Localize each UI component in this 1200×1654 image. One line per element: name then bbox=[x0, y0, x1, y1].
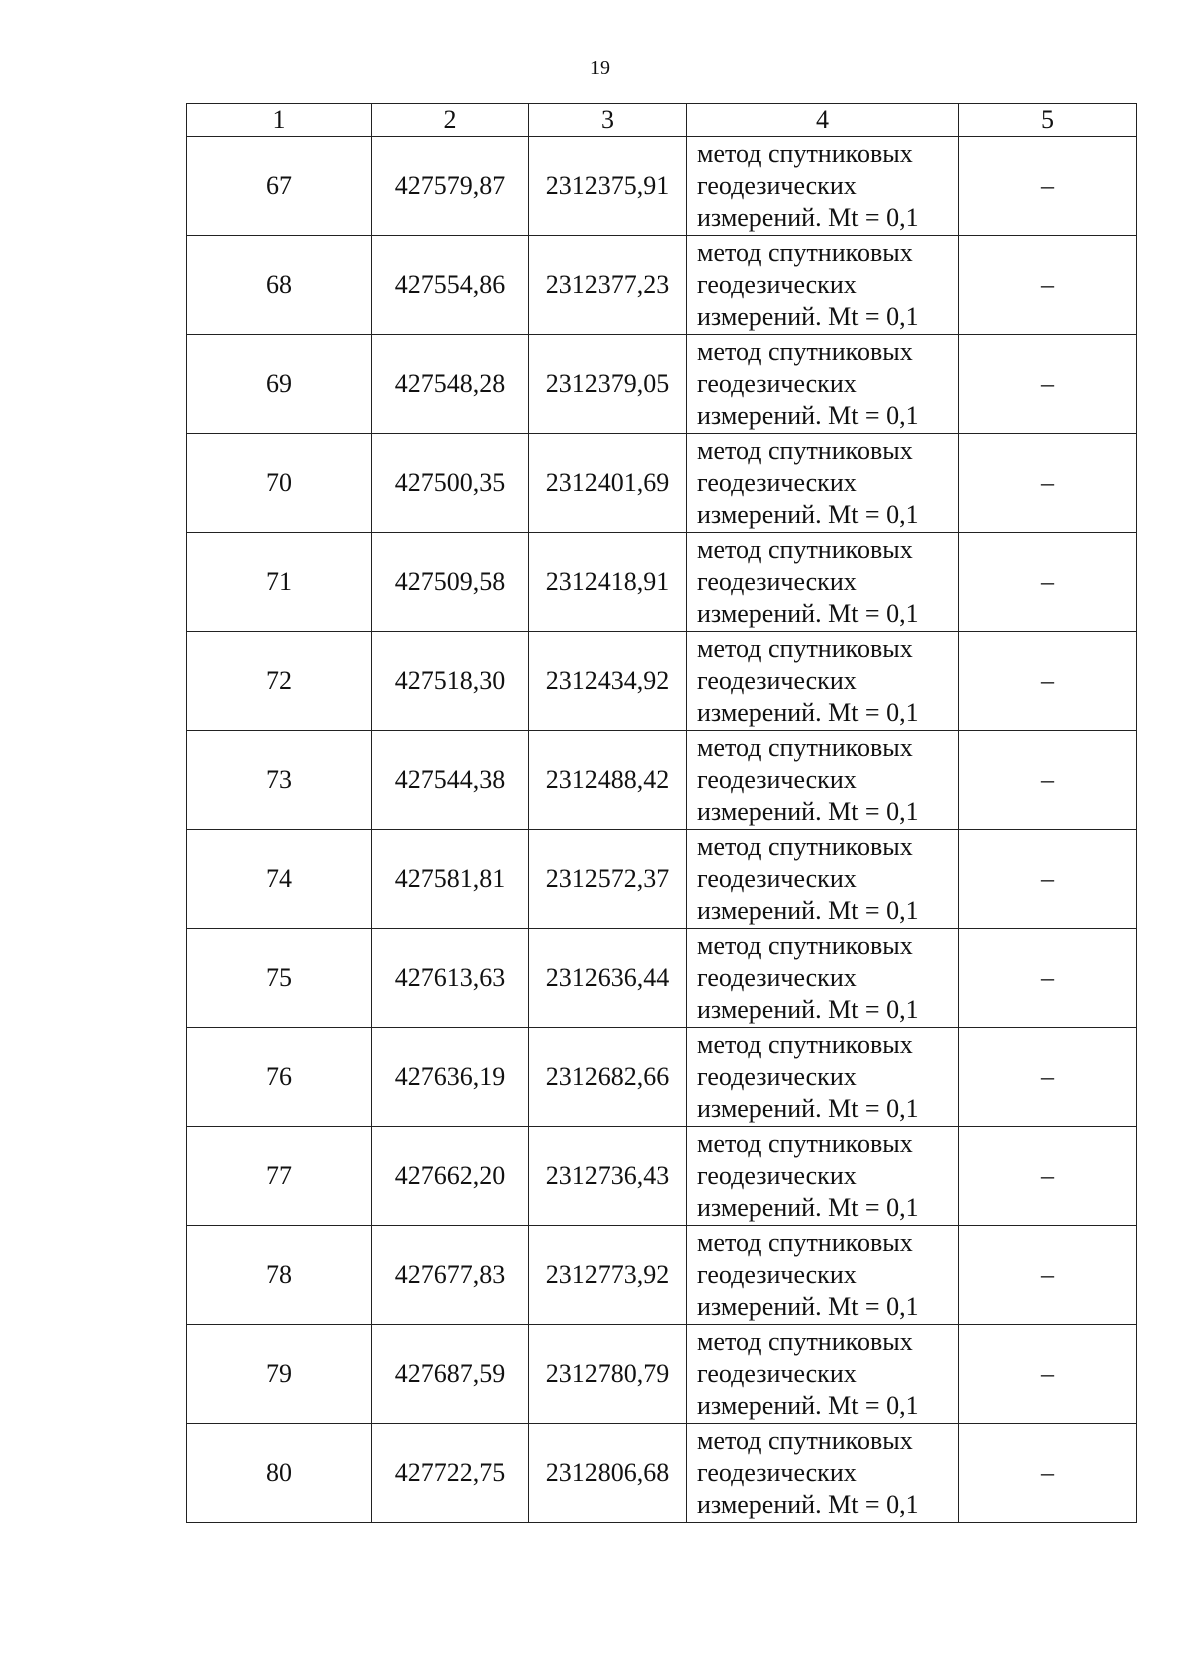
table-row bbox=[187, 731, 1137, 830]
method-cell bbox=[687, 137, 959, 236]
method-text-line: геодезических bbox=[697, 369, 857, 398]
point-number-cell: 70 bbox=[187, 434, 372, 533]
x-coordinate-cell: 427518,30 bbox=[372, 632, 529, 731]
point-number-cell: 68 bbox=[187, 236, 372, 335]
note-cell: – bbox=[959, 434, 1137, 533]
point-number-cell: 78 bbox=[187, 1226, 372, 1325]
method-text-line: геодезических bbox=[697, 270, 857, 299]
point-number-cell: 79 bbox=[187, 1325, 372, 1424]
y-coordinate-cell: 2312682,66 bbox=[529, 1028, 687, 1127]
method-text-line: геодезических bbox=[697, 567, 857, 596]
column-header-5: 5 bbox=[959, 104, 1137, 137]
method-text-line: измерений. Mt = 0,1 bbox=[697, 995, 919, 1024]
method-text-line: геодезических bbox=[697, 1359, 857, 1388]
method-cell bbox=[687, 1226, 959, 1325]
x-coordinate-cell: 427677,83 bbox=[372, 1226, 529, 1325]
method-cell bbox=[687, 1325, 959, 1424]
x-coordinate-cell: 427544,38 bbox=[372, 731, 529, 830]
method-cell bbox=[687, 434, 959, 533]
column-header-2: 2 bbox=[372, 104, 529, 137]
point-number-cell: 75 bbox=[187, 929, 372, 1028]
note-cell: – bbox=[959, 632, 1137, 731]
method-cell bbox=[687, 236, 959, 335]
method-text-line: геодезических bbox=[697, 666, 857, 695]
column-header-4: 4 bbox=[687, 104, 959, 137]
method-text-line: метод спутниковых bbox=[697, 733, 913, 762]
method-cell bbox=[687, 533, 959, 632]
point-number-cell: 77 bbox=[187, 1127, 372, 1226]
method-text-line: метод спутниковых bbox=[697, 1327, 913, 1356]
table-row bbox=[187, 1028, 1137, 1127]
note-cell: – bbox=[959, 1127, 1137, 1226]
method-text-line: измерений. Mt = 0,1 bbox=[697, 500, 919, 529]
table-row bbox=[187, 830, 1137, 929]
method-cell bbox=[687, 1028, 959, 1127]
y-coordinate-cell: 2312379,05 bbox=[529, 335, 687, 434]
x-coordinate-cell: 427579,87 bbox=[372, 137, 529, 236]
method-cell bbox=[687, 1424, 959, 1523]
method-text-line: геодезических bbox=[697, 1260, 857, 1289]
method-text-line: геодезических bbox=[697, 864, 857, 893]
coordinates-table bbox=[186, 103, 1137, 1523]
method-text-line: измерений. Mt = 0,1 bbox=[697, 302, 919, 331]
x-coordinate-cell: 427662,20 bbox=[372, 1127, 529, 1226]
point-number-cell: 72 bbox=[187, 632, 372, 731]
point-number-cell: 71 bbox=[187, 533, 372, 632]
method-text-line: геодезических bbox=[697, 1458, 857, 1487]
y-coordinate-cell: 2312806,68 bbox=[529, 1424, 687, 1523]
method-cell bbox=[687, 632, 959, 731]
method-cell bbox=[687, 830, 959, 929]
method-text-line: измерений. Mt = 0,1 bbox=[697, 698, 919, 727]
method-text-line: измерений. Mt = 0,1 bbox=[697, 1193, 919, 1222]
note-cell: – bbox=[959, 1424, 1137, 1523]
y-coordinate-cell: 2312434,92 bbox=[529, 632, 687, 731]
note-cell: – bbox=[959, 137, 1137, 236]
table-row bbox=[187, 236, 1137, 335]
x-coordinate-cell: 427722,75 bbox=[372, 1424, 529, 1523]
method-text-line: измерений. Mt = 0,1 bbox=[697, 896, 919, 925]
x-coordinate-cell: 427687,59 bbox=[372, 1325, 529, 1424]
x-coordinate-cell: 427554,86 bbox=[372, 236, 529, 335]
method-text-line: измерений. Mt = 0,1 bbox=[697, 599, 919, 628]
method-cell bbox=[687, 1127, 959, 1226]
y-coordinate-cell: 2312401,69 bbox=[529, 434, 687, 533]
y-coordinate-cell: 2312377,23 bbox=[529, 236, 687, 335]
page-number: 19 bbox=[590, 57, 610, 79]
point-number-cell: 76 bbox=[187, 1028, 372, 1127]
method-text-line: метод спутниковых bbox=[697, 634, 913, 663]
x-coordinate-cell: 427613,63 bbox=[372, 929, 529, 1028]
x-coordinate-cell: 427581,81 bbox=[372, 830, 529, 929]
table-row bbox=[187, 929, 1137, 1028]
x-coordinate-cell: 427548,28 bbox=[372, 335, 529, 434]
method-text-line: метод спутниковых bbox=[697, 1228, 913, 1257]
method-text-line: метод спутниковых bbox=[697, 1426, 913, 1455]
method-text-line: измерений. Mt = 0,1 bbox=[697, 1292, 919, 1321]
method-text-line: метод спутниковых bbox=[697, 436, 913, 465]
method-text-line: метод спутниковых bbox=[697, 535, 913, 564]
table-row bbox=[187, 1226, 1137, 1325]
method-cell bbox=[687, 335, 959, 434]
table-row bbox=[187, 1325, 1137, 1424]
table-row bbox=[187, 335, 1137, 434]
table-row bbox=[187, 434, 1137, 533]
point-number-cell: 69 bbox=[187, 335, 372, 434]
method-text-line: геодезических bbox=[697, 1062, 857, 1091]
method-text-line: метод спутниковых bbox=[697, 931, 913, 960]
table-row bbox=[187, 533, 1137, 632]
note-cell: – bbox=[959, 830, 1137, 929]
y-coordinate-cell: 2312572,37 bbox=[529, 830, 687, 929]
note-cell: – bbox=[959, 1028, 1137, 1127]
method-text-line: метод спутниковых bbox=[697, 238, 913, 267]
method-text-line: геодезических bbox=[697, 468, 857, 497]
x-coordinate-cell: 427636,19 bbox=[372, 1028, 529, 1127]
column-header-1: 1 bbox=[187, 104, 372, 137]
method-text-line: измерений. Mt = 0,1 bbox=[697, 797, 919, 826]
method-text-line: геодезических bbox=[697, 765, 857, 794]
note-cell: – bbox=[959, 533, 1137, 632]
point-number-cell: 74 bbox=[187, 830, 372, 929]
method-text-line: измерений. Mt = 0,1 bbox=[697, 1094, 919, 1123]
method-text-line: измерений. Mt = 0,1 bbox=[697, 401, 919, 430]
method-text-line: геодезических bbox=[697, 171, 857, 200]
table-header-row bbox=[187, 104, 1137, 137]
method-text-line: измерений. Mt = 0,1 bbox=[697, 1391, 919, 1420]
y-coordinate-cell: 2312418,91 bbox=[529, 533, 687, 632]
method-text-line: измерений. Mt = 0,1 bbox=[697, 203, 919, 232]
point-number-cell: 80 bbox=[187, 1424, 372, 1523]
y-coordinate-cell: 2312375,91 bbox=[529, 137, 687, 236]
note-cell: – bbox=[959, 1325, 1137, 1424]
method-text-line: геодезических bbox=[697, 1161, 857, 1190]
table-row bbox=[187, 632, 1137, 731]
method-text-line: измерений. Mt = 0,1 bbox=[697, 1490, 919, 1519]
y-coordinate-cell: 2312488,42 bbox=[529, 731, 687, 830]
y-coordinate-cell: 2312773,92 bbox=[529, 1226, 687, 1325]
point-number-cell: 73 bbox=[187, 731, 372, 830]
method-text-line: метод спутниковых bbox=[697, 337, 913, 366]
point-number-cell: 67 bbox=[187, 137, 372, 236]
table-row bbox=[187, 137, 1137, 236]
y-coordinate-cell: 2312736,43 bbox=[529, 1127, 687, 1226]
note-cell: – bbox=[959, 731, 1137, 830]
method-text-line: метод спутниковых bbox=[697, 832, 913, 861]
method-text-line: метод спутниковых bbox=[697, 139, 913, 168]
table-row bbox=[187, 1424, 1137, 1523]
note-cell: – bbox=[959, 929, 1137, 1028]
note-cell: – bbox=[959, 335, 1137, 434]
y-coordinate-cell: 2312636,44 bbox=[529, 929, 687, 1028]
method-text-line: геодезических bbox=[697, 963, 857, 992]
table-row bbox=[187, 1127, 1137, 1226]
y-coordinate-cell: 2312780,79 bbox=[529, 1325, 687, 1424]
note-cell: – bbox=[959, 236, 1137, 335]
method-text-line: метод спутниковых bbox=[697, 1030, 913, 1059]
note-cell: – bbox=[959, 1226, 1137, 1325]
table-body bbox=[187, 137, 1137, 1523]
column-header-3: 3 bbox=[529, 104, 687, 137]
method-cell bbox=[687, 929, 959, 1028]
x-coordinate-cell: 427500,35 bbox=[372, 434, 529, 533]
method-text-line: метод спутниковых bbox=[697, 1129, 913, 1158]
x-coordinate-cell: 427509,58 bbox=[372, 533, 529, 632]
method-cell bbox=[687, 731, 959, 830]
